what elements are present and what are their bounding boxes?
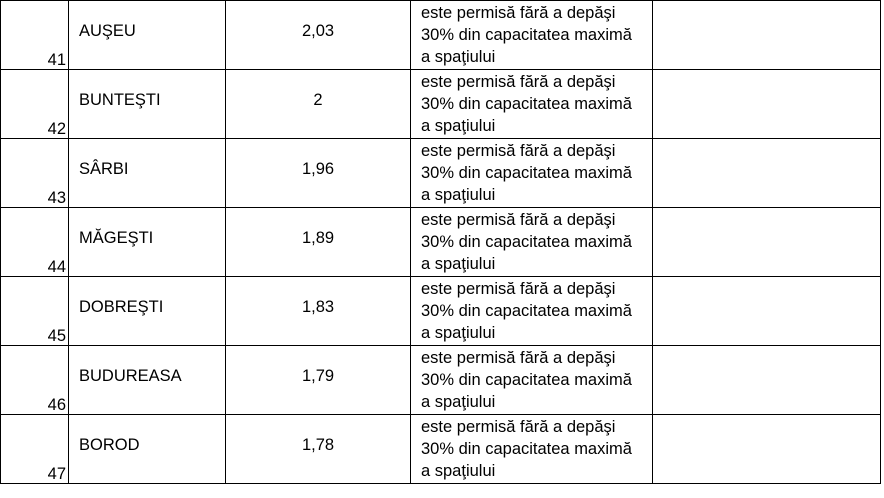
table-row (1, 346, 881, 415)
row-number: 43 (47, 189, 66, 207)
note-line: 30% din capacitatea maximă (421, 371, 632, 389)
note-line: este permisă fără a depăşi (421, 418, 616, 436)
locality-name: AUŞEU (69, 1, 226, 70)
note-line: 30% din capacitatea maximă (421, 26, 632, 44)
note-line: a spaţiului (421, 48, 496, 66)
table-row (1, 139, 881, 208)
capacity-note (411, 346, 653, 415)
row-number: 45 (47, 327, 66, 345)
capacity-note (411, 1, 653, 70)
note-line: este permisă fără a depăşi (421, 73, 616, 91)
row-number-cell (1, 139, 69, 208)
table-row (1, 415, 881, 484)
note-line: este permisă fără a depăşi (421, 280, 616, 298)
note-line: a spaţiului (421, 324, 496, 342)
locality-name: SÂRBI (69, 139, 226, 208)
note-line: a spaţiului (421, 255, 496, 273)
note-line: 30% din capacitatea maximă (421, 164, 632, 182)
note-line: 30% din capacitatea maximă (421, 302, 632, 320)
locality-name: BUDUREASA (69, 346, 226, 415)
capacity-note (411, 70, 653, 139)
row-number-cell (1, 70, 69, 139)
note-line: a spaţiului (421, 117, 496, 135)
locality-name: BUNTEŞTI (69, 70, 226, 139)
table-row (1, 70, 881, 139)
row-number-cell (1, 208, 69, 277)
rate-value: 1,79 (226, 346, 411, 415)
rate-value: 1,83 (226, 277, 411, 346)
rate-value: 1,89 (226, 208, 411, 277)
row-number: 41 (47, 51, 66, 69)
empty-cell (653, 70, 881, 139)
rate-value: 1,78 (226, 415, 411, 484)
note-line: a spaţiului (421, 186, 496, 204)
table-row (1, 208, 881, 277)
empty-cell (653, 139, 881, 208)
rate-value: 2,03 (226, 1, 411, 70)
empty-cell (653, 277, 881, 346)
row-number: 46 (47, 396, 66, 414)
row-number-cell (1, 346, 69, 415)
capacity-note (411, 208, 653, 277)
empty-cell (653, 346, 881, 415)
table-row (1, 277, 881, 346)
capacity-note (411, 415, 653, 484)
rate-value: 1,96 (226, 139, 411, 208)
note-line: este permisă fără a depăşi (421, 211, 616, 229)
note-line: a spaţiului (421, 393, 496, 411)
note-line: este permisă fără a depăşi (421, 349, 616, 367)
note-line: a spaţiului (421, 462, 496, 480)
locality-name: DOBREŞTI (69, 277, 226, 346)
note-line: 30% din capacitatea maximă (421, 233, 632, 251)
row-number: 42 (47, 120, 66, 138)
capacity-note (411, 139, 653, 208)
capacity-note (411, 277, 653, 346)
row-number-cell (1, 1, 69, 70)
table-row (1, 1, 881, 70)
row-number: 44 (47, 258, 66, 276)
empty-cell (653, 1, 881, 70)
empty-cell (653, 415, 881, 484)
empty-cell (653, 208, 881, 277)
locality-name: MĂGEŞTI (69, 208, 226, 277)
locality-name: BOROD (69, 415, 226, 484)
note-line: 30% din capacitatea maximă (421, 440, 632, 458)
row-number-cell (1, 277, 69, 346)
row-number: 47 (47, 465, 66, 483)
note-line: este permisă fără a depăşi (421, 4, 616, 22)
rate-value: 2 (226, 70, 411, 139)
note-line: este permisă fără a depăşi (421, 142, 616, 160)
row-number-cell (1, 415, 69, 484)
note-line: 30% din capacitatea maximă (421, 95, 632, 113)
